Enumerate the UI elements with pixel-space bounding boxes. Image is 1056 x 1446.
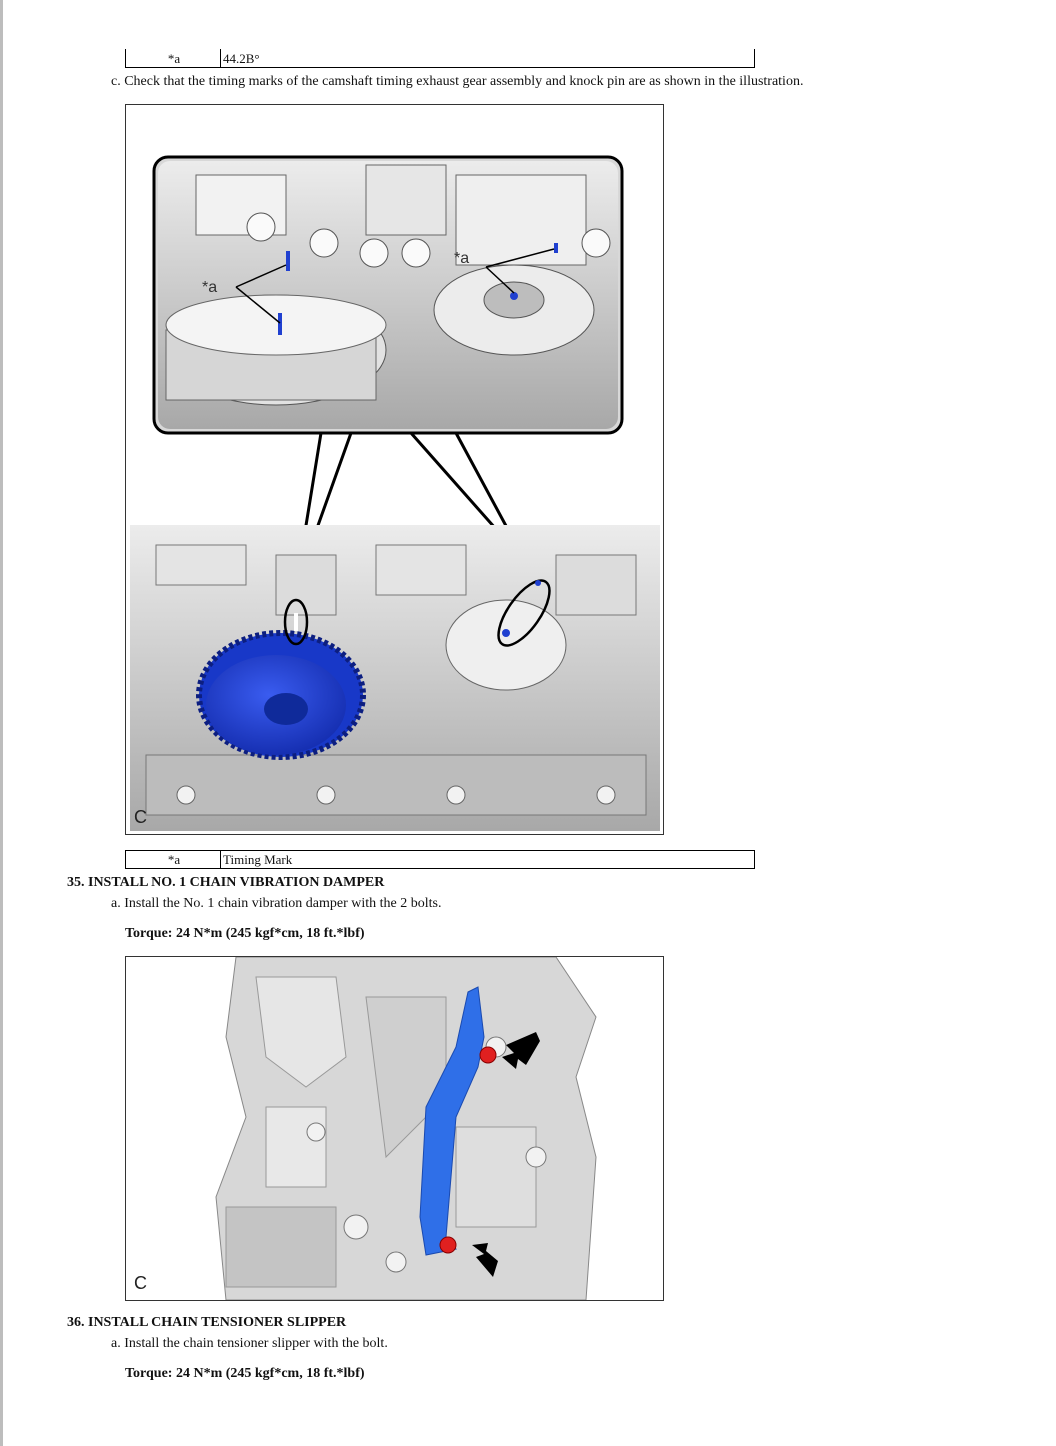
damper-bolt-lower [440, 1237, 456, 1253]
step-c-text: c. Check that the timing marks of the camshaft timing exhaust gear assembly and knock pin are as shown in the illustration. [111, 74, 804, 89]
figure-corner-letter: C [134, 807, 147, 827]
callout-label-right: *a [454, 250, 470, 267]
figure-corner-letter: C [134, 1273, 147, 1293]
section-35-torque: Torque: 24 N*m (245 kgf*cm, 18 ft.*lbf) [125, 926, 365, 941]
legend-table-timing-mark [125, 850, 755, 869]
zoomed-detail-panel [154, 157, 622, 433]
legend-table-angle [125, 49, 755, 68]
chain-vibration-damper-illustration [125, 956, 664, 1301]
section-36-step-a: a. Install the chain tensioner slipper with the bolt. [111, 1336, 388, 1351]
section-35-title: 35. INSTALL NO. 1 CHAIN VIBRATION DAMPER [67, 875, 385, 890]
section-35-step-a: a. Install the No. 1 chain vibration damper with the 2 bolts. [111, 896, 442, 911]
section-36-title: 36. INSTALL CHAIN TENSIONER SLIPPER [67, 1315, 347, 1330]
legend-key: *a [167, 852, 181, 867]
legend-value: 44.2B° [221, 49, 755, 68]
callout-label-left: *a [202, 279, 218, 296]
timing-mark-illustration [125, 104, 664, 835]
legend-key: *a [167, 50, 181, 66]
section-36-torque: Torque: 24 N*m (245 kgf*cm, 18 ft.*lbf) [125, 1366, 365, 1381]
damper-bolt-upper [480, 1047, 496, 1063]
engine-block-view [130, 525, 660, 831]
legend-value: Timing Mark [221, 851, 755, 869]
page-left-border [0, 0, 3, 1446]
